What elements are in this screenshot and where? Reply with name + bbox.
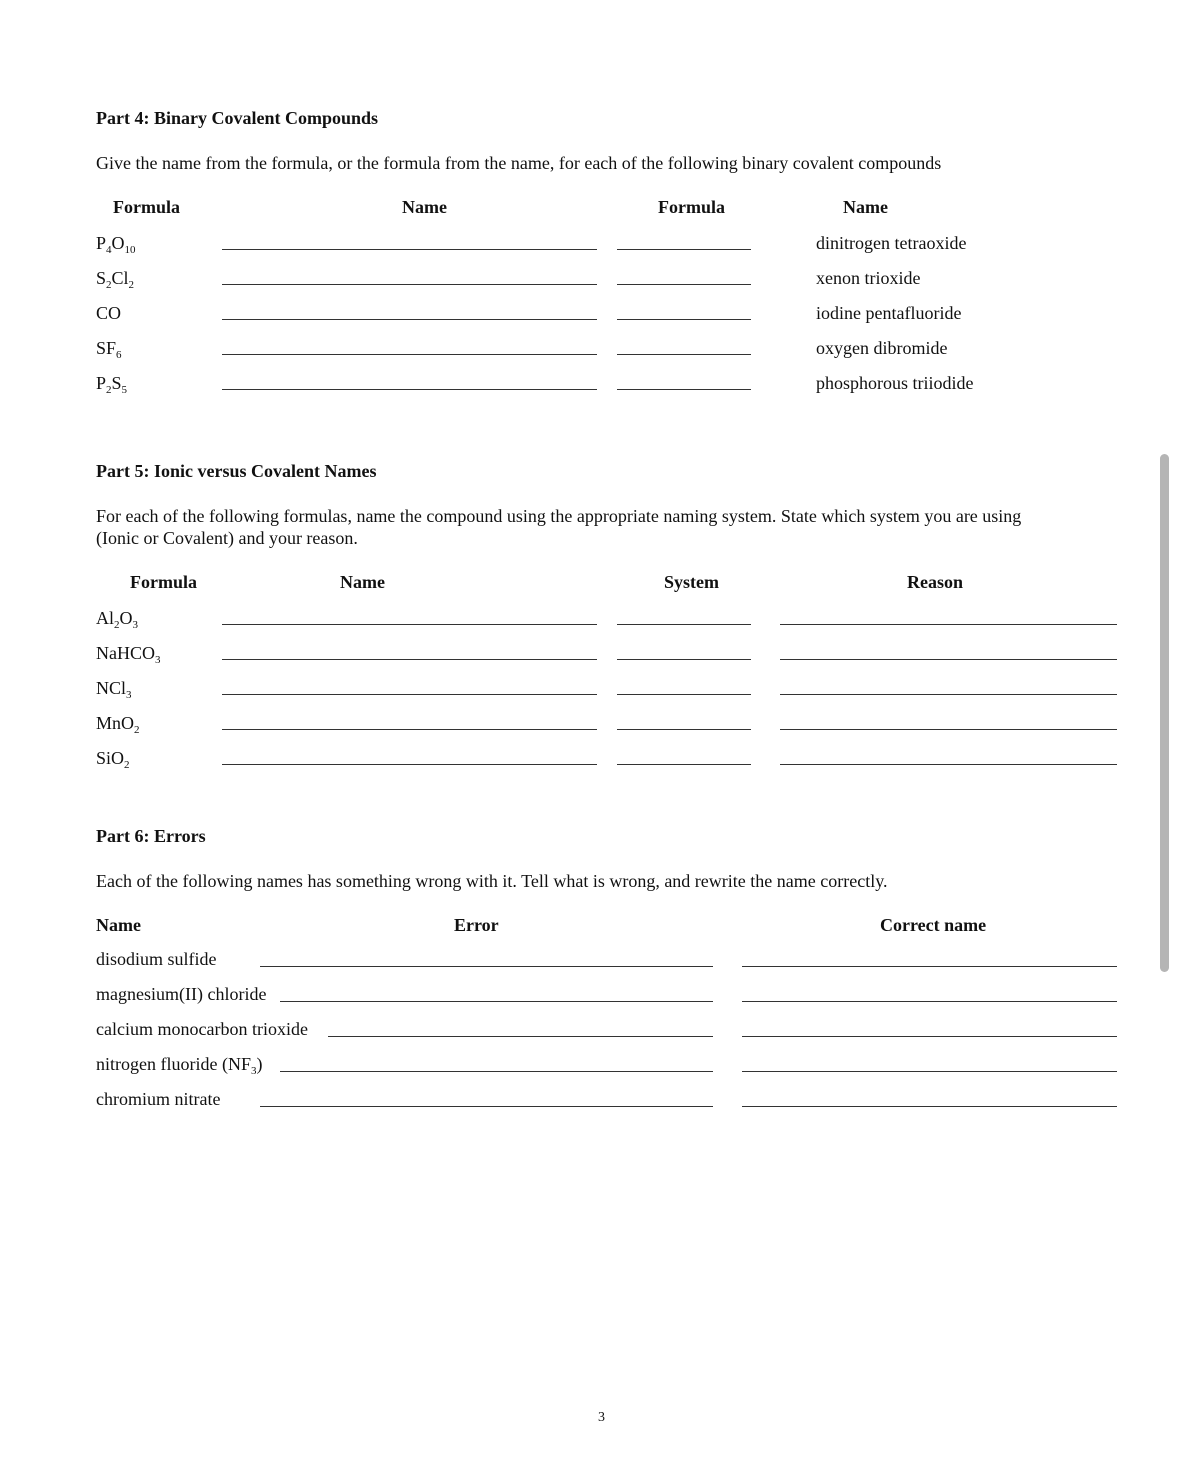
part4-formula-blank-1[interactable] (617, 249, 751, 250)
part4-name-1: dinitrogen tetraoxide (816, 233, 967, 253)
part5-reason-blank-3[interactable] (780, 694, 1117, 695)
part5-formula-1: $Al_2O_3$ (96, 608, 138, 631)
part4-formula-blank-2[interactable] (617, 284, 751, 285)
part5-instructions-line2: (Ionic or Covalent) and your reason. (96, 528, 358, 548)
part5-system-blank-2[interactable] (617, 659, 751, 660)
part6-error-blank-4[interactable] (280, 1071, 713, 1072)
part4-formula-blank-3[interactable] (617, 319, 751, 320)
page-number: 3 (598, 1410, 605, 1425)
part6-name-2: magnesium(II) chloride (96, 984, 267, 1004)
part6-error-blank-3[interactable] (328, 1036, 713, 1037)
part6-error-blank-5[interactable] (260, 1106, 713, 1107)
part4-formula-3: CO (96, 303, 122, 323)
part5-name-blank-3[interactable] (222, 694, 597, 695)
part5-header-system: System (664, 572, 719, 592)
part4-formula-5: $P_2S_5$ (96, 373, 128, 396)
part6-name-4: nitrogen fluoride $(NF_3)$ (96, 1054, 263, 1077)
part4-header-name-2: Name (843, 197, 888, 217)
part4-header-formula: Formula (113, 197, 180, 217)
part5-header-reason: Reason (907, 572, 964, 592)
part5-formula-5: SiO$_2$ (96, 748, 130, 771)
part5-formula-3: NCl$_3$ (96, 678, 132, 701)
part4-instructions: Give the name from the formula, or the formula from the name, for each of the following binary covalent compounds (96, 153, 942, 173)
part4-name-5: phosphorous triiodide (816, 373, 974, 393)
part5-formula-2: NaHCO$_3$ (96, 643, 161, 666)
part4-name-blank-4[interactable] (222, 354, 597, 355)
part4-name-4: oxygen dibromide (816, 338, 948, 358)
part6-correct-blank-2[interactable] (742, 1001, 1117, 1002)
part4-title: Part 4: Binary Covalent Compounds (96, 108, 379, 128)
part4-name-blank-5[interactable] (222, 389, 597, 390)
part5-reason-blank-1[interactable] (780, 624, 1117, 625)
part5-header-formula: Formula (130, 572, 197, 592)
part6-name-5: chromium nitrate (96, 1089, 221, 1109)
part4-header-formula-2: Formula (658, 197, 725, 217)
part6-error-blank-1[interactable] (260, 966, 713, 967)
part4-name-blank-2[interactable] (222, 284, 597, 285)
part6-header-error: Error (454, 915, 499, 935)
part6-name-1: disodium sulfide (96, 949, 217, 969)
part5-instructions-line1: For each of the following formulas, name the compound using the appropriate naming system. State which system you are using (96, 506, 1022, 526)
part5-name-blank-1[interactable] (222, 624, 597, 625)
part4-header-name: Name (402, 197, 447, 217)
part5-reason-blank-4[interactable] (780, 729, 1117, 730)
part6-header-name: Name (96, 915, 141, 935)
part5-formula-4: MnO$_2$ (96, 713, 140, 736)
part5-system-blank-5[interactable] (617, 764, 751, 765)
part5-name-blank-2[interactable] (222, 659, 597, 660)
part6-correct-blank-1[interactable] (742, 966, 1117, 967)
part6-correct-blank-3[interactable] (742, 1036, 1117, 1037)
part4-name-blank-1[interactable] (222, 249, 597, 250)
part4-name-blank-3[interactable] (222, 319, 597, 320)
part5-system-blank-3[interactable] (617, 694, 751, 695)
part6-instructions: Each of the following names has something wrong with it. Tell what is wrong, and rewrite the name correctly. (96, 871, 888, 891)
part5-reason-blank-5[interactable] (780, 764, 1117, 765)
part5-system-blank-1[interactable] (617, 624, 751, 625)
part6-title: Part 6: Errors (96, 826, 206, 846)
part6-error-blank-2[interactable] (280, 1001, 713, 1002)
part4-formula-blank-4[interactable] (617, 354, 751, 355)
part6-correct-blank-5[interactable] (742, 1106, 1117, 1107)
part4-formula-blank-5[interactable] (617, 389, 751, 390)
part4-name-2: xenon trioxide (816, 268, 921, 288)
part4-name-3: iodine pentafluoride (816, 303, 962, 323)
part6-correct-blank-4[interactable] (742, 1071, 1117, 1072)
part5-system-blank-4[interactable] (617, 729, 751, 730)
part5-name-blank-5[interactable] (222, 764, 597, 765)
part4-formula-2: $S_2Cl_2$ (96, 268, 135, 291)
part4-formula-1: $P_4O_{10}$ (96, 233, 136, 256)
part5-name-blank-4[interactable] (222, 729, 597, 730)
part6-header-correct-name: Correct name (880, 915, 987, 935)
vertical-scrollbar[interactable] (1160, 454, 1169, 972)
part6-name-3: calcium monocarbon trioxide (96, 1019, 308, 1039)
part5-title: Part 5: Ionic versus Covalent Names (96, 461, 377, 481)
part5-reason-blank-2[interactable] (780, 659, 1117, 660)
part4-formula-4: $SF_6$ (96, 338, 122, 361)
part5-header-name: Name (340, 572, 385, 592)
